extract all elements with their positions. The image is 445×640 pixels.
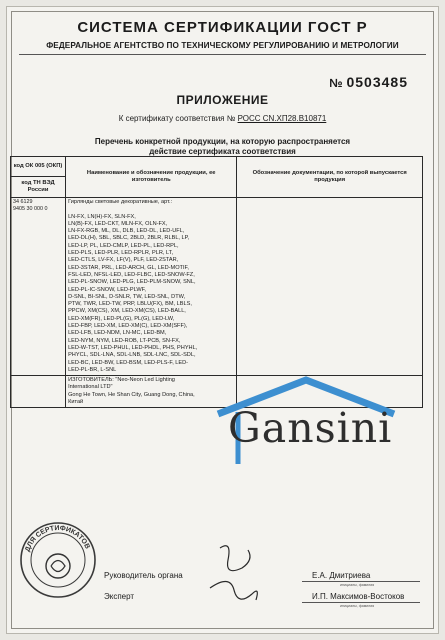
appendix-title: ПРИЛОЖЕНИЕ bbox=[176, 93, 269, 107]
role-head: Руководитель органа bbox=[104, 571, 183, 580]
description-line: Гирлянды световые декоративные, арт.: bbox=[68, 199, 173, 205]
list-heading-line-2: действие сертификата соответствия bbox=[149, 147, 296, 156]
description-line: LED-PLS, LED-PLR, LED-RPLR, PLR, LT, bbox=[68, 250, 174, 257]
description-line: LED-PL-SNOW, LED-PLG, LED-PLM-SNOW, SNL, bbox=[68, 279, 196, 286]
description-line: FSL-LED, NFSL-LED, LED-FLBC, LED-SNOW-FZ, bbox=[68, 271, 195, 278]
description-line: LN-FX, LN(H)-FX, SLN-FX, bbox=[68, 213, 136, 220]
header-documentation: Обозначение документации, по которой выпускается продукция bbox=[237, 157, 423, 198]
manufacturer-cell bbox=[66, 376, 237, 408]
maker-line-4: Китай bbox=[68, 399, 84, 406]
certification-stamp bbox=[18, 520, 98, 600]
description-line: LED-DL(H), SBL, SBLC, 2BLD, 2BLR, RLBL, LP, bbox=[68, 235, 190, 242]
signature-line-head bbox=[302, 581, 420, 582]
list-heading bbox=[27, 137, 418, 157]
codes-cell bbox=[11, 198, 66, 376]
stamp-text: ДЛЯ СЕРТИФИКАТОВ bbox=[24, 524, 91, 553]
description-line: LED-NYM, NYM, LED-ROB, LT-PCB, SN-FX, bbox=[68, 337, 181, 344]
form-number bbox=[329, 74, 408, 92]
number-value: 0503485 bbox=[346, 74, 408, 90]
description-line bbox=[68, 206, 234, 213]
description-line: PPCW, XM(CS), XM, LED-XM(CS), LED-BALL, bbox=[68, 308, 186, 315]
documentation-cell bbox=[237, 198, 423, 376]
description-line: LED-XM(FR), LED-PL(G), PL(G), LED-LW, bbox=[68, 315, 175, 322]
product-description bbox=[66, 198, 237, 376]
code-tnved: 9405 30 000 0 bbox=[13, 206, 48, 212]
name-expert: И.П. Максимов-Востоков bbox=[312, 592, 405, 601]
description-line: PTW, TWR, LED-TW, PRP, LBLU(FX), BM, LBLS, bbox=[68, 301, 192, 308]
maker-line-2: International LTD" bbox=[68, 384, 113, 391]
header-product-name: Наименование и обозначение продукции, ее изготовитель bbox=[66, 157, 237, 198]
cert-ref-label: К сертификату соответствия № bbox=[118, 114, 236, 123]
header-subtitle: ФЕДЕРАЛЬНОЕ АГЕНТСТВО ПО ТЕХНИЧЕСКОМУ РЕГУЛИРОВАНИЮ И МЕТРОЛОГИИ bbox=[46, 41, 399, 50]
hint-head: инициалы, фамилия bbox=[340, 583, 375, 587]
description-line: LN(B)-FX, LED-CKT, MLN-FX, OLN-FX, bbox=[68, 220, 168, 227]
maker-label: ИЗГОТОВИТЕЛЬ: "Neo-Neon Led Lighting bbox=[68, 377, 175, 384]
description-line: LED-FBP, LED-XM, LED-XM(C), LED-XM(SFF), bbox=[68, 323, 188, 330]
svg-text:ДЛЯ СЕРТИФИКАТОВ bbox=[24, 525, 90, 553]
product-table bbox=[10, 156, 423, 408]
empty-code-cell bbox=[11, 376, 66, 408]
name-head: Е.А. Дмитриева bbox=[312, 571, 371, 580]
certificate-reference bbox=[7, 114, 438, 123]
list-heading-line-1: Перечень конкретной продукции, на которую распространяется bbox=[94, 137, 351, 146]
description-line: LED-LP, PL, LED-CMLP, LED-PL, LED-RPL, bbox=[68, 242, 179, 249]
watermark-text: Gansini bbox=[228, 404, 393, 452]
cert-ref-number: РОСС CN.ХП28.В10871 bbox=[237, 114, 327, 123]
description-line: LN-FX-RGB, ML, DL, DLB, LED-DL, LED-UFL, bbox=[68, 228, 185, 235]
hint-expert: инициалы, фамилия bbox=[340, 604, 375, 608]
description-line: PHYCL, SDL-LNA, SDL-LNB, SDL-LNC, SDL-SDL, bbox=[68, 352, 196, 359]
stamp-emblem bbox=[46, 554, 70, 578]
description-line: LED-LFB, LED-NDM, LN-MC, LED-BM, bbox=[68, 330, 167, 337]
code-okp: 34 6129 bbox=[13, 199, 33, 205]
description-line: LED-PL-IC-SNOW, LED-PLWF, bbox=[68, 286, 146, 293]
description-line: LED-W-TST, LED-PHUL, LED-PHDL, PHS, PHYHL, bbox=[68, 344, 198, 351]
description-line: D-SNL, BI-SNL, D-SNLR, TW, LED-SNL, DTW, bbox=[68, 293, 186, 300]
number-prefix: № bbox=[329, 76, 343, 90]
handwritten-signature bbox=[190, 538, 280, 618]
description-line: LED-BC, LED-BW, LED-BSM, LED-PLS-F, LED- bbox=[68, 359, 189, 366]
signature-line-expert bbox=[302, 602, 420, 603]
role-expert: Эксперт bbox=[104, 592, 135, 601]
header-tnved: код ТН ВЭД России bbox=[11, 177, 66, 198]
description-line: LED-PL-BR, L-SNL bbox=[68, 366, 117, 373]
header-title: СИСТЕМА СЕРТИФИКАЦИИ ГОСТ Р bbox=[77, 19, 368, 36]
header-divider bbox=[19, 54, 426, 55]
header-okp: код ОК 005 (ОКП) bbox=[11, 157, 66, 177]
maker-line-3: Gong He Town, He Shan City, Guang Dong, China, bbox=[68, 391, 195, 398]
description-line: LED-CTLS, LV-FX, LF(V), PLF, LED-2STAR, bbox=[68, 257, 179, 264]
empty-docs-cell bbox=[237, 376, 423, 408]
description-line: LED-3STAR, PRL, LED-ARCH, GL, LED-MOTIF, bbox=[68, 264, 189, 271]
